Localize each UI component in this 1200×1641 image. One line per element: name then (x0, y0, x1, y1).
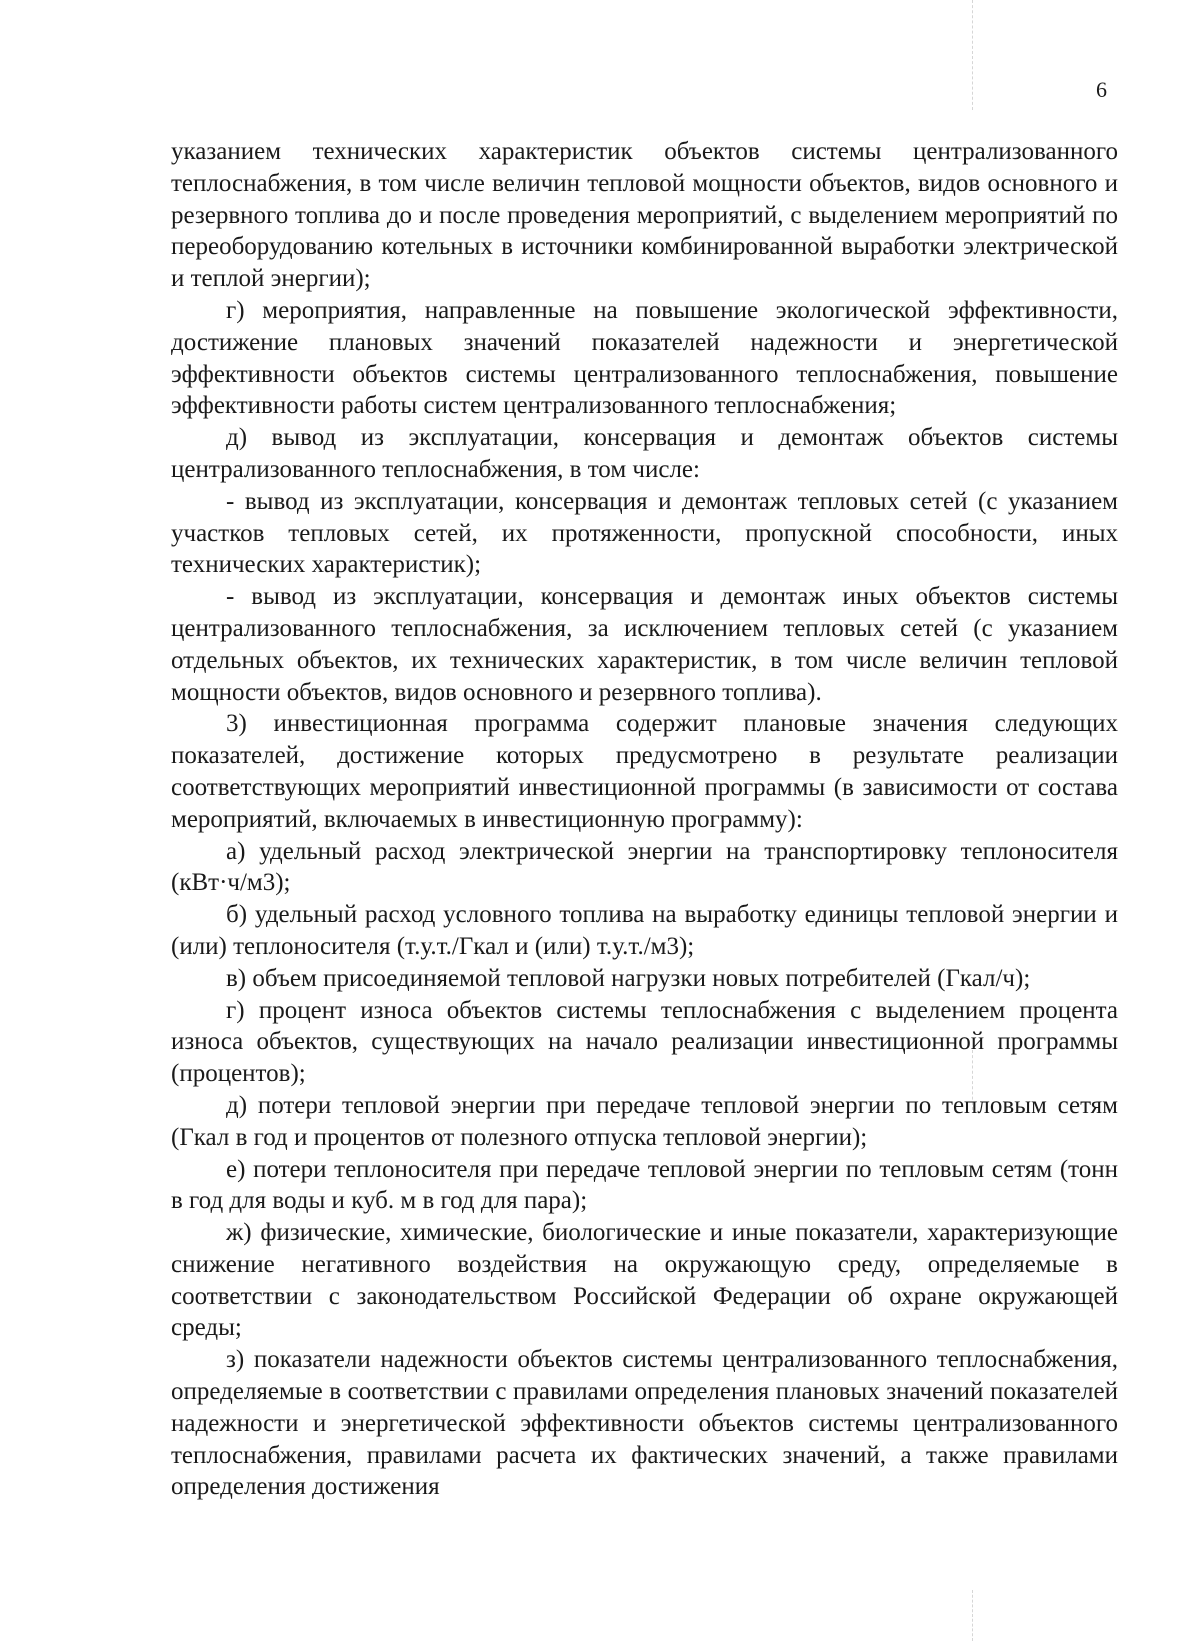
paragraph-item-g-measures: г) мероприятия, направленные на повышение экологической эффективности, достижение плановых значений показателей надежности и энергетической эффективности объектов системы централизованного теплоснабжения, повышение эффективности работы систем централизованного теплоснабжения; (171, 296, 1118, 420)
scan-artifact-line (972, 0, 974, 110)
paragraph-item-3-indicators: 3) инвестиционная программа содержит плановые значения следующих показателей, достижение которых предусмотрено в результате реализации соответствующих мероприятий инвестиционной программы (в зависимости от состава мероприятий, включаемых в инвестиционную программу): (171, 710, 1118, 833)
paragraph-item-v-load: в) объем присоединяемой тепловой нагрузки новых потребителей (Гкал/ч); (226, 964, 1031, 992)
paragraph-item-d-decommissioning: д) вывод из эксплуатации, консервация и демонтаж объектов системы централизованного теплоснабжения, в том числе: (171, 424, 1118, 483)
paragraph-item-e-coolant-losses: е) потери теплоносителя при передаче тепловой энергии по тепловым сетям (тонн в год для воды и куб. м в год для пара); (171, 1155, 1118, 1215)
paragraph-item-b-fuel: б) удельный расход условного топлива на выработку единицы тепловой энергии и (или) теплоносителя (т.у.т./Гкал и (или) т.у.т./м3); (171, 901, 1118, 960)
paragraph-continuation: указанием технических характеристик объектов системы централизованного теплоснабжения, в том числе величин тепловой мощности объектов, видов основного и резервного топлива до и после проведения мероприятий, с выделением мероприятий по переоборудованию котельных в источники комбинированной выработки электрической и теплой энергии); (171, 138, 1118, 293)
document-body (171, 136, 1118, 1503)
paragraph-dash-heat-networks: - вывод из эксплуатации, консервация и демонтаж тепловых сетей (с указанием участков тепловых сетей, их протяженности, пропускной способности, иных технических характеристик); (171, 487, 1118, 579)
scan-artifact-line (972, 1590, 974, 1641)
paragraph-item-zh-environment: ж) физические, химические, биологические и иные показатели, характеризующие снижение негативного воздействия на окружающую среду, определяемые в соответствии с законодательством Российской Федерации об охране окружающей среды; (171, 1219, 1118, 1342)
paragraph-item-z-reliability: з) показатели надежности объектов системы централизованного теплоснабжения, определяемые в соответствии с правилами определения плановых значений показателей надежности и энергетической эффективности объектов системы централизованного теплоснабжения, правилами расчета их фактических значений, а также правилами определения достижения (171, 1346, 1118, 1501)
paragraph-item-g-wear: г) процент износа объектов системы теплоснабжения с выделением процента износа объектов, существующих на начало реализации инвестиционной программы (процентов); (171, 996, 1118, 1088)
paragraph-item-a-electricity: а) удельный расход электрической энергии на транспортировку теплоносителя (кВт·ч/м3); (171, 837, 1118, 897)
paragraph-dash-other-objects: - вывод из эксплуатации, консервация и демонтаж иных объектов системы централизованного теплоснабжения, за исключением тепловых сетей (с указанием отдельных объектов, их технических характеристик, в том числе величин тепловой мощности объектов, видов основного и резервного топлива). (171, 583, 1118, 706)
paragraph-item-d-heat-losses: д) потери тепловой энергии при передаче тепловой энергии по тепловым сетям (Гкал в год и процентов от полезного отпуска тепловой энергии); (171, 1091, 1118, 1151)
page-number: 6 (1096, 77, 1107, 102)
